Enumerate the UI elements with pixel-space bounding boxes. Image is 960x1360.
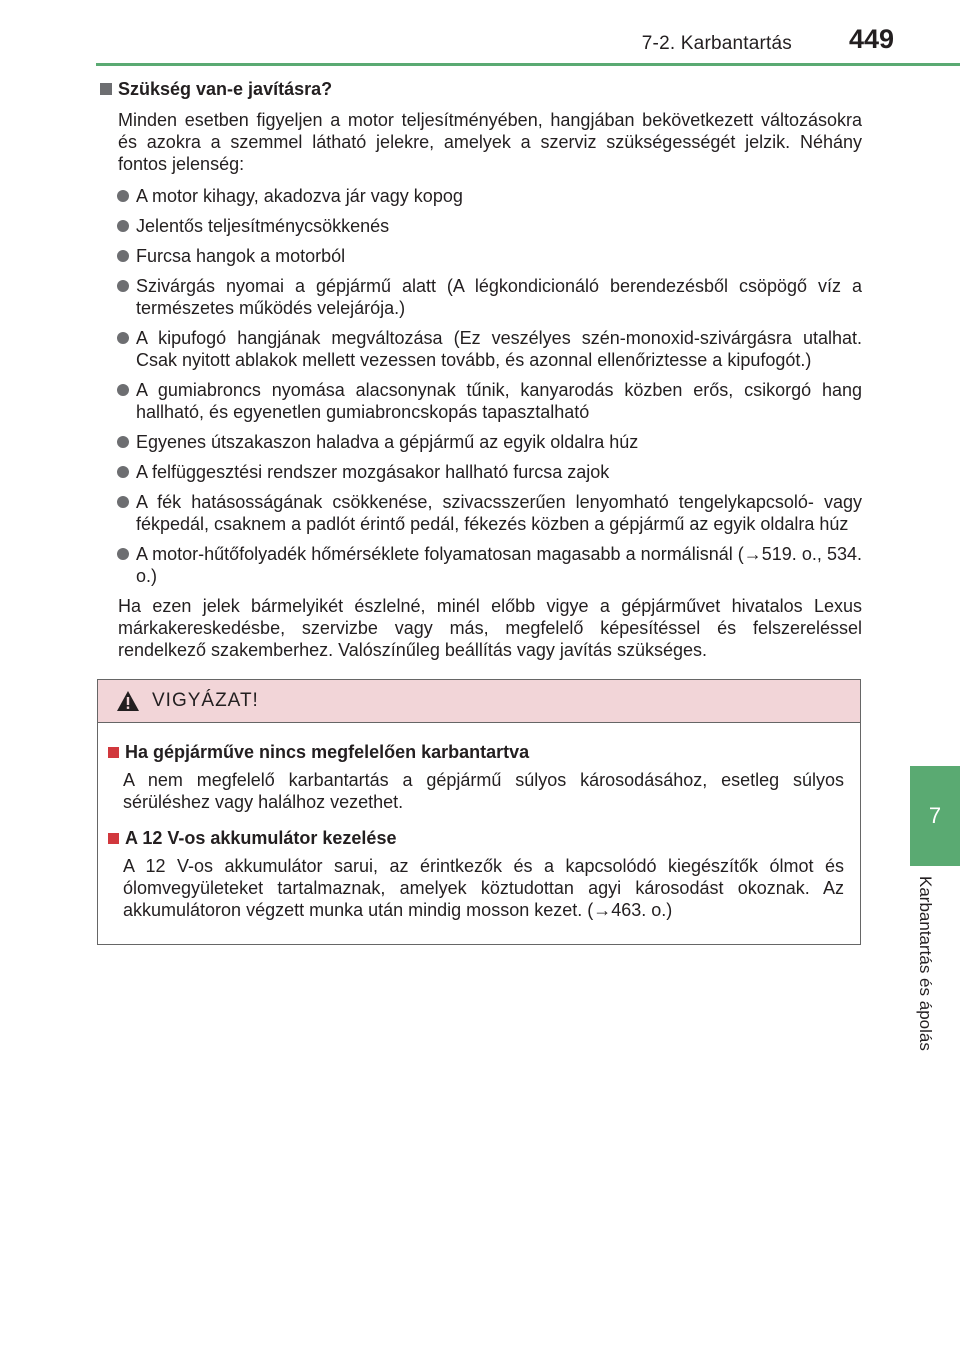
list-item: Egyenes útszakaszon haladva a gépjármű az egyik oldalra húz <box>100 431 862 453</box>
warning-triangle-icon <box>116 690 140 712</box>
bullet-icon <box>117 384 129 396</box>
list-item: A kipufogó hangjának megváltozása (Ez veszélyes szén-monoxid-szivárgásra utalhat. Csak nyitott ablakok mellett vezessen tovább, és azonnal ellenőriztesse a kipufogót.) <box>100 327 862 371</box>
warning-section <box>108 741 844 813</box>
bullet-icon <box>117 466 129 478</box>
section-heading-text: Szükség van-e javításra? <box>118 79 333 99</box>
bullet-icon <box>117 548 129 560</box>
list-item: Szivárgás nyomai a gépjármű alatt (A légkondicionáló berendezésből csöpögő víz a természetes működés velejárója.) <box>100 275 862 319</box>
red-square-marker-icon <box>108 747 119 758</box>
chapter-tab <box>910 766 960 866</box>
closing-paragraph: Ha ezen jelek bármelyikét észlelné, minél előbb vigye a gépjárművet hivatalos Lexus márkakereskedésbe, szervizbe vagy más, megfelelő képesítéssel és felszereléssel rendelkező szakemberhez. Valószínűleg beállítás vagy javítás szükséges. <box>118 596 862 660</box>
section-title: 7-2. Karbantartás <box>641 33 792 54</box>
main-content <box>100 78 862 661</box>
bullet-icon <box>117 496 129 508</box>
list-item: Furcsa hangok a motorból <box>100 245 862 267</box>
bullet-icon <box>117 280 129 292</box>
list-item: A motor-hűtőfolyadék hőmérséklete folyamatosan magasabb a normálisnál (→519. o., 534. o.) <box>100 543 862 587</box>
list-item: A motor kihagy, akadozva jár vagy kopog <box>100 185 862 207</box>
warning-section-text: A 12 V-os akkumulátor sarui, az érintkezők és a kapcsolódó kiegészítők ólmot és ólomvegyületeket tartalmaznak, amelyek köztudottan agyi károsodást okoznak. Az akkumulátoron végzett munka után mindig mosson kezet. (→463. o.) <box>123 856 844 920</box>
bullet-icon <box>117 220 129 232</box>
chapter-number: 7 <box>928 803 942 828</box>
header-rule <box>96 63 960 66</box>
page-header <box>0 0 960 66</box>
intro-paragraph: Minden esetben figyeljen a motor teljesítményében, hangjában bekövetkezett változásokra és azokra a szemmel látható jelekre, amelyek a szerviz szükségességét jelzik. Néhány fontos jelenség: <box>118 110 862 174</box>
chapter-label: Karbantartás és ápolás <box>916 876 935 1051</box>
bullet-icon <box>117 190 129 202</box>
warning-box <box>97 679 861 945</box>
warning-section <box>108 827 844 921</box>
page-number: 449 <box>848 24 894 54</box>
warning-section-text: A nem megfelelő karbantartás a gépjármű súlyos károsodásához, esetleg súlyos sérüléshez vagy halálhoz vezethet. <box>123 770 844 812</box>
list-item: A felfüggesztési rendszer mozgásakor hallható furcsa zajok <box>100 461 862 483</box>
list-item: A gumiabroncs nyomása alacsonynak tűnik, kanyarodás közben erős, csikorgó hang hallható, és egyenetlen gumiabroncskopás tapasztalható <box>100 379 862 423</box>
list-item: Jelentős teljesítménycsökkenés <box>100 215 862 237</box>
section-heading <box>100 78 862 100</box>
warning-body <box>98 723 860 921</box>
warning-section-heading: Ha gépjárműve nincs megfelelően karbantartva <box>108 741 844 763</box>
warning-header <box>98 680 860 723</box>
warning-section-heading: A 12 V-os akkumulátor kezelése <box>108 827 844 849</box>
list-item: A fék hatásosságának csökkenése, szivacsszerűen lenyomható tengelykapcsoló- vagy fékpedál, csaknem a padlót érintő pedál, fékezés közben a gépjármű az egyik oldalra húz <box>100 491 862 535</box>
warning-title: VIGYÁZAT! <box>152 690 259 711</box>
red-square-marker-icon <box>108 833 119 844</box>
symptom-list <box>100 185 862 587</box>
bullet-icon <box>117 436 129 448</box>
square-marker-icon <box>100 83 112 95</box>
bullet-icon <box>117 250 129 262</box>
bullet-icon <box>117 332 129 344</box>
